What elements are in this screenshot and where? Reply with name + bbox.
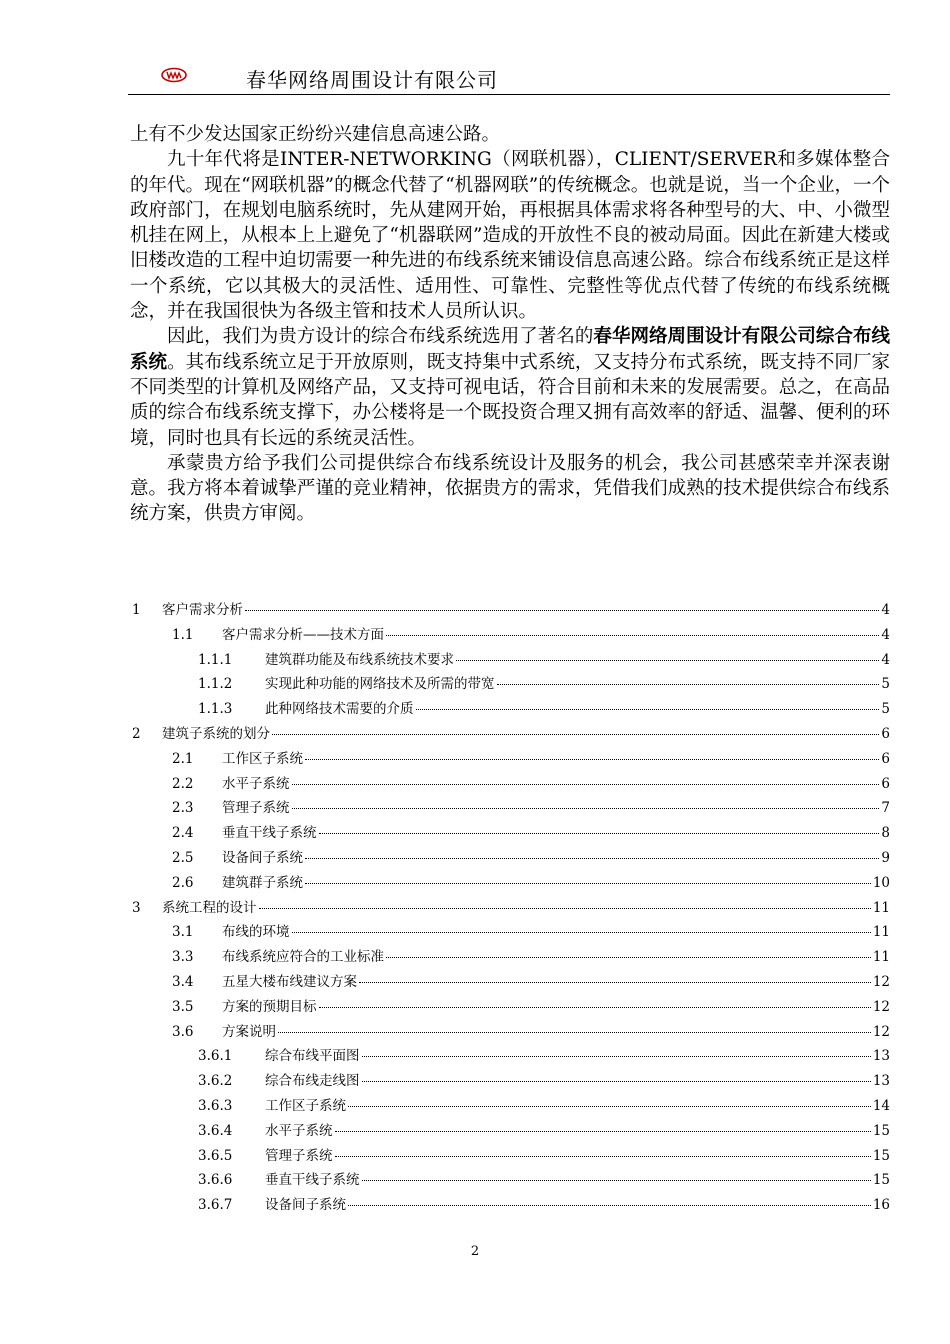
toc-entry[interactable] — [128, 1094, 890, 1119]
paragraph-3-end: 。其布线系统立足于开放原则，既支持集中式系统，又支持分布式系统，既支持不同厂家不同类型的计算机及网络产品，又支持可视电话，符合目前和未来的发展需要。总之，在高品质的综合布线系统支撑下，办公楼将是一个既投资合理又拥有高效率的舒适、温馨、便利的环境，同时也具有长远的系统灵活性。 — [130, 351, 890, 449]
toc-leader-dots — [305, 759, 879, 760]
toc-entry[interactable] — [128, 722, 890, 747]
toc-entry-page: 10 — [872, 874, 890, 891]
toc-leader-dots — [386, 635, 879, 636]
body-text — [130, 122, 890, 527]
toc-entry[interactable] — [128, 920, 890, 945]
paragraph-4: 承蒙贵方给予我们公司提供综合布线系统设计及服务的机会，我公司甚感荣幸并深表谢意。我方将本着诚挚严谨的竞业精神，依据贵方的需求，凭借我们成熟的技术提供综合布线系统方案，供贵方审阅。 — [130, 452, 890, 525]
toc-entry-title: 设备间子系统 — [222, 849, 303, 866]
toc-entry-title: 方案说明 — [222, 1023, 276, 1040]
toc-entry[interactable] — [128, 821, 890, 846]
toc-entry-title: 布线的环境 — [222, 924, 290, 941]
toc-entry-title: 客户需求分析 — [162, 602, 243, 618]
paragraph-3 — [130, 324, 890, 450]
toc-entry-page: 13 — [872, 1048, 890, 1065]
toc-entry-number: 3.3 — [172, 949, 194, 966]
toc-entry-title: 建筑子系统的划分 — [162, 725, 270, 742]
toc-entry-title: 垂直干线子系统 — [222, 825, 317, 842]
toc-entry-page: 15 — [872, 1147, 890, 1164]
toc-entry-number: 3.6.6 — [198, 1172, 233, 1189]
toc-entry-title: 工作区子系统 — [222, 750, 303, 767]
toc-entry[interactable] — [128, 772, 890, 797]
toc-entry-title: 五星大楼布线建议方案 — [222, 973, 357, 990]
toc-entry-number: 1.1 — [172, 626, 194, 643]
toc-entry-number: 2.3 — [172, 800, 194, 817]
paragraph-2: 九十年代将是INTER-NETWORKING（网联机器），CLIENT/SERVER和多媒体整合的年代。现在“网联机器”的概念代替了“机器网联”的传统概念。也就是说，当一个企业，一个政府部门，在规划电脑系统时，先从建网开始，再根据具体需求将各种型号的大、中、小微型机挂在网上，从根本上上避免了“机器联网”造成的开放性不良的被动局面。因此在新建大楼或旧楼改造的工程中迫切需要一种先进的布线系统来铺设信息高速公路。综合布线系统正是这样一个系统，它以其极大的灵活性、适用性、可靠性、完整性等优点代替了传统的布线系统概念，并在我国很快为各级主管和技术人员所认识。 — [130, 149, 890, 323]
paragraph-1: 上有不少发达国家正纷纷兴建信息高速公路。 — [130, 124, 501, 145]
toc-entry-title: 水平子系统 — [265, 1122, 333, 1139]
toc-entry-page: 13 — [872, 1073, 890, 1090]
toc-entry-number: 2 — [132, 725, 141, 742]
toc-entry-number: 3.6.1 — [198, 1048, 233, 1065]
toc-leader-dots — [348, 1205, 871, 1206]
toc-entry-page: 11 — [872, 924, 890, 941]
table-of-contents — [128, 598, 890, 1218]
toc-entry[interactable] — [128, 598, 890, 623]
toc-entry[interactable] — [128, 747, 890, 772]
toc-entry[interactable] — [128, 1044, 890, 1069]
toc-entry[interactable] — [128, 970, 890, 995]
toc-leader-dots — [386, 957, 871, 958]
toc-leader-dots — [292, 932, 871, 933]
toc-entry-page: 5 — [881, 676, 890, 693]
toc-entry-number: 3.6.2 — [198, 1073, 233, 1090]
toc-entry-number: 2.5 — [172, 849, 194, 866]
toc-leader-dots — [456, 660, 879, 661]
toc-entry-title: 建筑群功能及布线系统技术要求 — [265, 651, 454, 668]
toc-entry-page: 9 — [881, 849, 890, 866]
toc-entry-page: 6 — [881, 775, 890, 792]
toc-leader-dots — [497, 684, 880, 685]
toc-leader-dots — [305, 858, 879, 859]
toc-entry-title: 综合布线平面图 — [265, 1048, 360, 1065]
toc-entry[interactable] — [128, 796, 890, 821]
page-number: 2 — [470, 1244, 480, 1259]
toc-entry-title: 设备间子系统 — [265, 1197, 346, 1214]
toc-entry-title: 工作区子系统 — [265, 1097, 346, 1114]
page-header — [128, 62, 890, 95]
toc-entry[interactable] — [128, 697, 890, 722]
toc-entry-title: 垂直干线子系统 — [265, 1172, 360, 1189]
toc-leader-dots — [292, 784, 880, 785]
toc-entry-page: 6 — [881, 750, 890, 767]
toc-entry[interactable] — [128, 1020, 890, 1045]
toc-entry-number: 1.1.3 — [198, 701, 233, 718]
toc-entry-page: 6 — [881, 725, 890, 742]
toc-leader-dots — [272, 734, 879, 735]
toc-entry[interactable] — [128, 1069, 890, 1094]
toc-leader-dots — [335, 1156, 871, 1157]
toc-entry[interactable] — [128, 1144, 890, 1169]
toc-entry-title: 此种网络技术需要的介质 — [265, 701, 414, 718]
toc-entry-title: 实现此种功能的网络技术及所需的带宽 — [265, 676, 495, 693]
toc-entry-number: 2.6 — [172, 874, 194, 891]
toc-entry-number: 3.6.4 — [198, 1122, 233, 1139]
toc-entry-page: 8 — [881, 825, 890, 842]
toc-entry-number: 2.2 — [172, 775, 194, 792]
toc-entry-title: 综合布线走线图 — [265, 1073, 360, 1090]
toc-leader-dots — [319, 833, 880, 834]
toc-leader-dots — [259, 908, 871, 909]
toc-entry-number: 2.1 — [172, 750, 194, 767]
toc-entry-page: 14 — [872, 1097, 890, 1114]
toc-leader-dots — [362, 1180, 871, 1181]
toc-entry-title: 布线系统应符合的工业标准 — [222, 949, 384, 966]
toc-entry-title: 系统工程的设计 — [162, 899, 257, 916]
toc-leader-dots — [305, 883, 871, 884]
toc-entry-number: 3.1 — [172, 924, 194, 941]
company-logo-icon — [160, 66, 188, 84]
toc-leader-dots — [292, 808, 880, 809]
toc-entry-page: 4 — [881, 602, 890, 618]
toc-leader-dots — [245, 610, 879, 611]
toc-entry-page: 16 — [872, 1197, 890, 1214]
toc-entry-page: 15 — [872, 1172, 890, 1189]
toc-entry-number: 3.5 — [172, 998, 194, 1015]
toc-entry-number: 1.1.1 — [198, 651, 233, 668]
toc-entry-number: 3.6 — [172, 1023, 194, 1040]
toc-entry[interactable] — [128, 672, 890, 697]
toc-entry[interactable] — [128, 1193, 890, 1218]
paragraph-3-start: 因此，我们为贵方设计的综合布线系统选用了著名的 — [167, 326, 594, 348]
toc-entry[interactable] — [128, 896, 890, 921]
toc-entry-number: 1 — [132, 602, 141, 618]
toc-entry-number: 2.4 — [172, 825, 194, 842]
toc-entry[interactable] — [128, 1119, 890, 1144]
toc-entry[interactable] — [128, 945, 890, 970]
toc-entry-number: 3.6.5 — [198, 1147, 233, 1164]
toc-entry[interactable] — [128, 846, 890, 871]
toc-entry-page: 12 — [872, 998, 890, 1015]
paragraph-3-bold: 春华网络周围设计有限公司综合布线系统 — [130, 326, 890, 373]
toc-leader-dots — [348, 1106, 871, 1107]
toc-entry[interactable] — [128, 623, 890, 648]
header-title: 春华网络周围设计有限公司 — [246, 68, 498, 92]
toc-entry[interactable] — [128, 1168, 890, 1193]
toc-entry-number: 3.4 — [172, 973, 194, 990]
toc-entry-title: 方案的预期目标 — [222, 998, 317, 1015]
toc-leader-dots — [359, 982, 871, 983]
toc-leader-dots — [335, 1131, 871, 1132]
toc-entry-title: 管理子系统 — [265, 1147, 333, 1164]
toc-entry-page: 7 — [881, 800, 890, 817]
toc-entry[interactable] — [128, 871, 890, 896]
toc-entry-page: 12 — [872, 1023, 890, 1040]
toc-entry-page: 4 — [881, 651, 890, 668]
toc-entry-title: 客户需求分析——技术方面 — [222, 626, 384, 643]
toc-leader-dots — [362, 1081, 871, 1082]
toc-entry-page: 5 — [881, 701, 890, 718]
toc-leader-dots — [362, 1056, 871, 1057]
toc-entry[interactable] — [128, 995, 890, 1020]
toc-leader-dots — [416, 709, 880, 710]
toc-entry-page: 12 — [872, 973, 890, 990]
toc-entry-number: 3 — [132, 899, 141, 916]
toc-leader-dots — [278, 1032, 871, 1033]
toc-entry-number: 3.6.3 — [198, 1097, 233, 1114]
toc-entry-number: 1.1.2 — [198, 676, 233, 693]
toc-leader-dots — [319, 1007, 871, 1008]
toc-entry-title: 建筑群子系统 — [222, 874, 303, 891]
toc-entry-page: 15 — [872, 1122, 890, 1139]
toc-entry-page: 11 — [872, 949, 890, 966]
toc-entry-title: 管理子系统 — [222, 800, 290, 817]
toc-entry-page: 4 — [881, 626, 890, 643]
toc-entry-title: 水平子系统 — [222, 775, 290, 792]
toc-entry[interactable] — [128, 648, 890, 673]
toc-entry-number: 3.6.7 — [198, 1197, 233, 1214]
toc-entry-page: 11 — [872, 899, 890, 916]
